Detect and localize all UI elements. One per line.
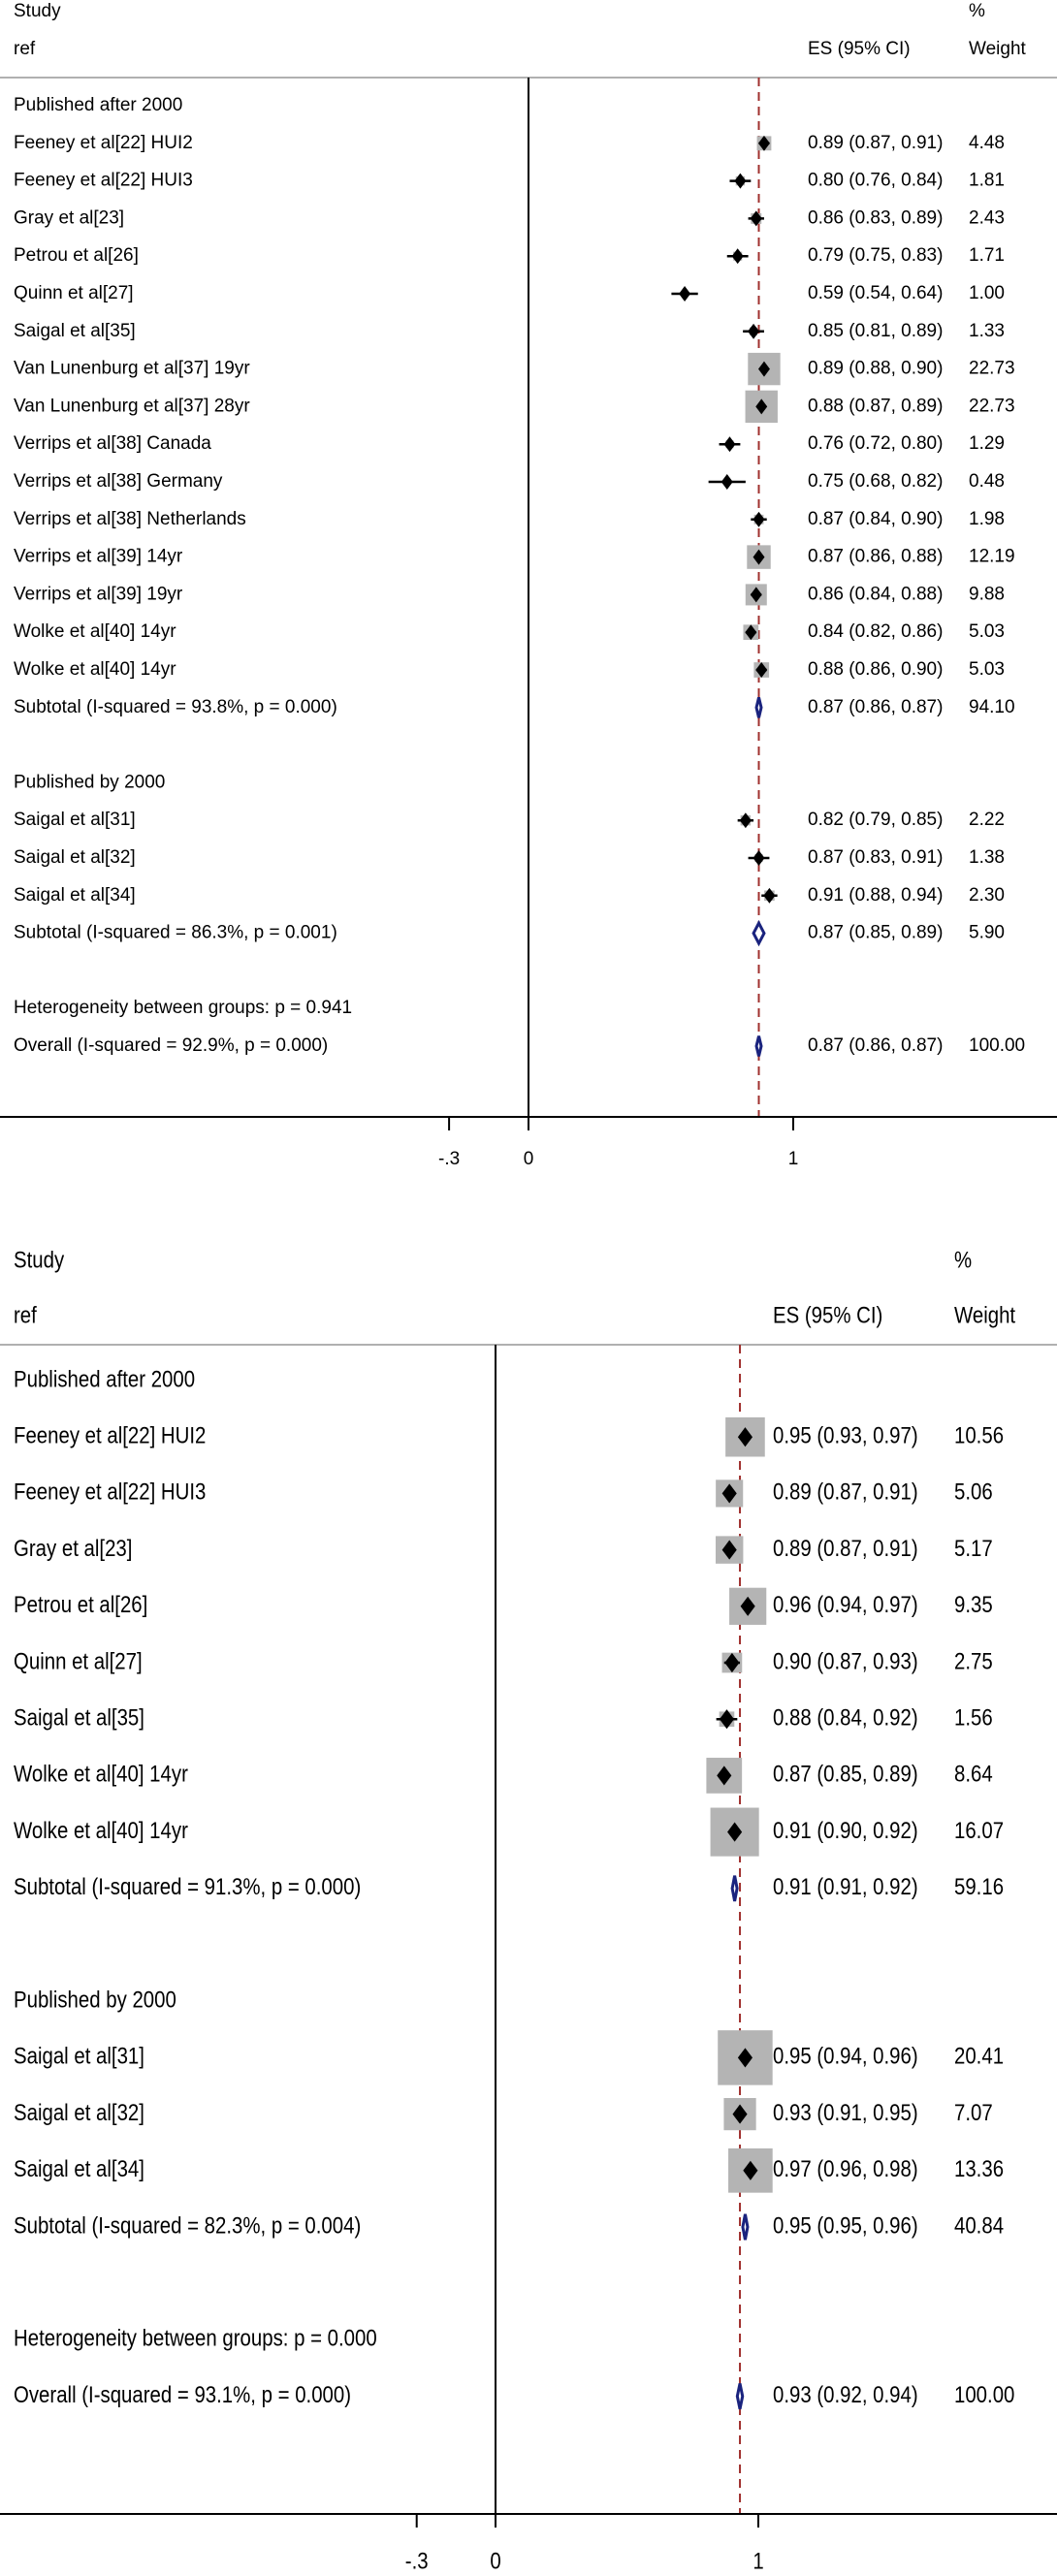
weight-value: 16.07 [954,1817,1005,1844]
point-estimate [763,888,775,904]
weight-value: 5.03 [969,621,1005,643]
header-weight-pct: % [969,1,985,22]
header-ref: ref [14,39,36,60]
weight-value: 2.43 [969,207,1005,229]
point-estimate [723,436,735,452]
study-label: Quinn et al[27] [14,283,134,304]
es-ci-value: 0.87 (0.84, 0.90) [808,508,944,529]
study-label: Saigal et al[35] [14,320,136,341]
weight-value: 13.36 [954,2155,1005,2182]
study-label: Saigal et al[31] [14,810,136,831]
point-estimate [734,174,746,189]
es-ci-value: 0.89 (0.87, 0.91) [773,1479,918,1506]
es-ci-value: 0.88 (0.87, 0.89) [808,396,944,417]
point-estimate [753,850,765,866]
es-ci-value: 0.87 (0.85, 0.89) [808,922,944,943]
es-ci-value: 0.80 (0.76, 0.84) [808,170,944,191]
es-ci-value: 0.75 (0.68, 0.82) [808,471,944,493]
weight-value: 100.00 [954,2381,1015,2408]
header-study: Study [14,1,61,22]
weight-value: 5.90 [969,922,1005,943]
weight-value: 1.56 [954,1703,993,1731]
es-ci-value: 0.88 (0.86, 0.90) [808,659,944,681]
x-tick-label: 1 [753,2547,764,2574]
point-estimate [753,512,765,527]
point-estimate [679,286,690,302]
weight-value: 9.88 [969,584,1005,605]
subtotal-label: Subtotal (I-squared = 82.3%, p = 0.004) [14,2211,362,2239]
estimates [671,136,777,1057]
overall-label: Overall (I-squared = 92.9%, p = 0.000) [14,1035,329,1057]
study-label: Feeney et al[22] HUI2 [14,132,193,153]
es-ci-value: 0.88 (0.84, 0.92) [773,1703,918,1731]
weight-value: 20.41 [954,2043,1005,2070]
study-label: Gray et al[23] [14,1535,133,1562]
study-label: Petrou et al[26] [14,1591,148,1618]
weight-value: 40.84 [954,2211,1005,2239]
study-label: Saigal et al[35] [14,1703,144,1731]
study-label: Feeney et al[22] HUI3 [14,1479,207,1506]
es-ci-value: 0.87 (0.86, 0.87) [808,696,944,717]
weight-value: 59.16 [954,1873,1005,1900]
weight-value: 1.29 [969,433,1005,455]
point-estimate [751,210,762,226]
es-ci-value: 0.89 (0.88, 0.90) [808,358,944,379]
study-label: Feeney et al[22] HUI2 [14,1421,207,1448]
es-ci-value: 0.93 (0.92, 0.94) [773,2381,918,2408]
weight-value: 0.48 [969,471,1005,493]
study-label: Van Lunenburg et al[37] 28yr [14,396,250,417]
weight-value: 1.38 [969,847,1005,869]
es-ci-value: 0.96 (0.94, 0.97) [773,1591,918,1618]
study-label: Wolke et al[40] 14yr [14,1817,188,1844]
es-ci-value: 0.84 (0.82, 0.86) [808,621,944,643]
study-label: Wolke et al[40] 14yr [14,1761,188,1788]
overall-diamond [756,1036,761,1057]
weight-value: 7.07 [954,2099,993,2126]
subtotal-label: Subtotal (I-squared = 91.3%, p = 0.000) [14,1873,362,1900]
weight-value: 2.75 [954,1647,993,1674]
study-label: Saigal et al[32] [14,2099,144,2126]
es-ci-value: 0.91 (0.90, 0.92) [773,1817,918,1844]
study-label: Petrou et al[26] [14,245,139,267]
es-ci-value: 0.91 (0.88, 0.94) [808,884,944,906]
es-ci-value: 0.87 (0.86, 0.88) [808,546,944,567]
es-ci-value: 0.93 (0.91, 0.95) [773,2099,918,2126]
study-label: Verrips et al[39] 14yr [14,546,183,567]
weight-value: 1.71 [969,245,1005,267]
header-es: ES (95% CI) [773,1301,883,1328]
forest-plot-2 [0,1231,1057,2576]
subtotal-diamond [756,697,761,717]
es-ci-value: 0.91 (0.91, 0.92) [773,1873,918,1900]
study-label: Verrips et al[38] Canada [14,433,211,455]
es-ci-value: 0.82 (0.79, 0.85) [808,810,944,831]
study-label: Wolke et al[40] 14yr [14,659,176,681]
es-ci-value: 0.76 (0.72, 0.80) [808,433,944,455]
group-label: Published after 2000 [14,95,183,116]
es-ci-value: 0.90 (0.87, 0.93) [773,1647,918,1674]
header-weight: Weight [954,1301,1016,1328]
es-ci-value: 0.87 (0.83, 0.91) [808,847,944,869]
text-label: Heterogeneity between groups: p = 0.941 [14,998,353,1019]
es-ci-value: 0.86 (0.84, 0.88) [808,584,944,605]
study-label: Gray et al[23] [14,207,125,229]
x-tick-label: 1 [787,1149,799,1170]
weight-value: 1.98 [969,508,1005,529]
es-ci-value: 0.59 (0.54, 0.64) [808,283,944,304]
overall-label: Overall (I-squared = 93.1%, p = 0.000) [14,2381,352,2408]
estimates [717,1427,758,2409]
study-label: Van Lunenburg et al[37] 19yr [14,358,250,379]
x-tick-label: 0 [490,2547,501,2574]
weight-value: 100.00 [969,1035,1026,1057]
group-label: Published by 2000 [14,772,166,793]
weight-value: 22.73 [969,358,1015,379]
text-label: Heterogeneity between groups: p = 0.000 [14,2325,377,2352]
study-label: Saigal et al[34] [14,884,136,906]
point-estimate [748,324,759,339]
overall-diamond [737,2383,742,2408]
es-ci-value: 0.89 (0.87, 0.91) [808,132,944,153]
weight-value: 1.81 [969,170,1005,191]
weight-value: 9.35 [954,1591,993,1618]
subtotal-label: Subtotal (I-squared = 93.8%, p = 0.000) [14,696,337,717]
header-study: Study [14,1246,65,1273]
weight-value: 8.64 [954,1761,993,1788]
weight-value: 5.06 [954,1479,993,1506]
header-ref: ref [14,1301,37,1328]
es-ci-value: 0.85 (0.81, 0.89) [808,320,944,341]
x-tick-label: -.3 [404,2547,429,2574]
es-ci-value: 0.87 (0.86, 0.87) [808,1035,944,1057]
point-estimate [740,812,752,828]
weight-boxes [706,1417,772,2193]
point-estimate [721,474,733,490]
weight-value: 2.22 [969,810,1005,831]
x-tick-label: 0 [523,1149,534,1170]
es-ci-value: 0.95 (0.94, 0.96) [773,2043,918,2070]
weight-value: 5.17 [954,1535,993,1562]
header-weight: Weight [969,39,1026,60]
study-label: Verrips et al[39] 19yr [14,584,183,605]
weight-value: 2.30 [969,884,1005,906]
forest-plot-1 [0,0,1057,1193]
subtotal-label: Subtotal (I-squared = 86.3%, p = 0.001) [14,922,337,943]
point-estimate [732,248,744,264]
weight-value: 22.73 [969,396,1015,417]
weight-value: 5.03 [969,659,1005,681]
es-ci-value: 0.95 (0.95, 0.96) [773,2211,918,2239]
subtotal-diamond [732,1876,737,1901]
es-ci-value: 0.87 (0.85, 0.89) [773,1761,918,1788]
header-weight-pct: % [954,1246,973,1273]
weight-value: 4.48 [969,132,1005,153]
study-label: Feeney et al[22] HUI3 [14,170,193,191]
es-ci-value: 0.79 (0.75, 0.83) [808,245,944,267]
subtotal-diamond [743,2214,748,2240]
weight-value: 10.56 [954,1421,1005,1448]
es-ci-value: 0.89 (0.87, 0.91) [773,1535,918,1562]
study-label: Saigal et al[31] [14,2043,144,2070]
header-es: ES (95% CI) [808,39,911,60]
weight-value: 94.10 [969,696,1015,717]
es-ci-value: 0.95 (0.93, 0.97) [773,1421,918,1448]
weight-value: 1.33 [969,320,1005,341]
study-label: Wolke et al[40] 14yr [14,621,176,643]
study-label: Verrips et al[38] Netherlands [14,508,246,529]
study-label: Quinn et al[27] [14,1647,143,1674]
x-tick-label: -.3 [438,1149,461,1170]
group-label: Published by 2000 [14,1986,176,2013]
group-label: Published after 2000 [14,1365,196,1392]
es-ci-value: 0.86 (0.83, 0.89) [808,207,944,229]
subtotal-diamond [753,923,764,943]
study-label: Saigal et al[34] [14,2155,144,2182]
es-ci-value: 0.97 (0.96, 0.98) [773,2155,918,2182]
weight-value: 1.00 [969,283,1005,304]
study-label: Saigal et al[32] [14,847,136,869]
study-label: Verrips et al[38] Germany [14,471,223,493]
weight-value: 12.19 [969,546,1015,567]
